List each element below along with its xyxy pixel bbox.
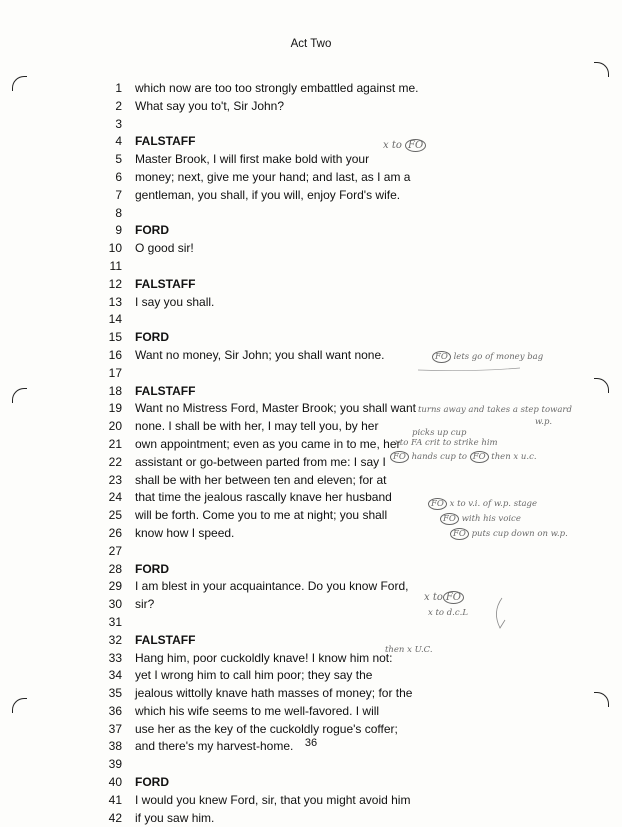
line-number: 10: [108, 241, 122, 256]
line-text: money; next, give me your hand; and last, as I am a: [135, 169, 411, 184]
line-number: 33: [108, 650, 122, 665]
page-header: Act Two: [290, 38, 332, 50]
line-number: 40: [108, 775, 122, 790]
line-text: that time the jealous rascally knave her husband: [135, 490, 392, 505]
handwritten-note: picks up cup: [412, 428, 467, 438]
line-number: 18: [108, 383, 122, 398]
line-text: none. I shall be with her, I may tell you, by her: [135, 419, 379, 434]
line-number: 6: [115, 169, 122, 184]
line-text: and there's my harvest-home.: [135, 739, 294, 754]
line-number: 19: [108, 401, 122, 416]
line-text: jealous wittolly knave hath masses of money; for the: [135, 686, 413, 701]
line-number: 2: [115, 98, 122, 113]
line-number: 14: [108, 312, 122, 327]
line-number: 37: [108, 721, 122, 736]
line-text: which now are too too strongly embattled against me.: [135, 81, 419, 95]
line-number: 31: [108, 614, 122, 629]
speaker-name: FALSTAFF: [135, 276, 196, 291]
line-text: Want no money, Sir John; you shall want none.: [135, 347, 385, 362]
line-number: 36: [108, 703, 122, 718]
line-text: if you saw him.: [135, 810, 215, 825]
line-text: use her as the key of the cuckoldly rogue's coffer;: [135, 721, 398, 736]
handwritten-note: x to FO: [424, 592, 464, 603]
line-number: 29: [108, 579, 122, 594]
handwritten-note: FO hands cup to FO then x u.c.: [390, 452, 537, 462]
line-text: assistant or go-between parted from me: I say I: [135, 454, 386, 469]
line-text: O good sir!: [135, 241, 194, 256]
line-number: 41: [108, 792, 122, 807]
line-number: 12: [108, 276, 122, 291]
line-number: 38: [108, 739, 122, 754]
line-text: gentleman, you shall, if you will, enjoy Ford's wife.: [135, 187, 401, 202]
line-text: I am blest in your acquaintance. Do you know Ford,: [135, 579, 409, 594]
line-number: 11: [109, 258, 122, 273]
line-number: 20: [108, 419, 122, 434]
line-text: Want no Mistress Ford, Master Brook; you shall want: [135, 401, 416, 416]
line-number: 9: [115, 223, 122, 238]
line-number: 34: [108, 668, 122, 683]
line-number: 32: [108, 632, 122, 647]
handwritten-note: FO puts cup down on w.p.: [450, 529, 568, 539]
line-text: know how I speed.: [135, 525, 235, 540]
handwritten-note: FO with his voice: [440, 514, 521, 524]
line-number: 28: [108, 561, 122, 576]
line-text: which his wife seems to me well-favored. I will: [135, 703, 380, 718]
line-text: own appointment; even as you came in to me, her: [135, 436, 401, 451]
line-text: Master Brook, I will first make bold with your: [135, 152, 370, 167]
page-number: 36: [304, 737, 318, 749]
speaker-name: FALSTAFF: [135, 134, 196, 149]
line-number: 8: [115, 205, 122, 220]
speaker-name: FORD: [135, 775, 169, 790]
line-number: 7: [115, 187, 122, 202]
line-number: 22: [108, 454, 122, 469]
handwritten-note: x to FO: [383, 140, 426, 151]
handwritten-note: xto FA crit to strike him: [395, 438, 498, 448]
line-number: 3: [115, 116, 122, 131]
speaker-name: FORD: [135, 561, 169, 576]
line-number: 23: [108, 472, 122, 487]
line-text: What say you to't, Sir John?: [135, 98, 285, 113]
line-text: I would you knew Ford, sir, that you might avoid him: [135, 792, 411, 807]
line-text: Hang him, poor cuckoldly knave! I know him not:: [135, 650, 393, 665]
line-number: 25: [108, 508, 122, 523]
line-number: 15: [108, 330, 122, 345]
line-number: 42: [108, 810, 122, 825]
line-number: 35: [108, 686, 122, 701]
line-number: 4: [115, 134, 122, 149]
line-number: 26: [108, 525, 122, 540]
line-number: 1: [115, 81, 122, 95]
line-number: 27: [108, 543, 122, 558]
speaker-name: FALSTAFF: [135, 632, 196, 647]
line-text: I say you shall.: [135, 294, 215, 309]
handwritten-note: FO lets go of money bag: [432, 352, 543, 362]
speaker-name: FORD: [135, 330, 169, 345]
line-number: 21: [108, 436, 122, 451]
speaker-name: FALSTAFF: [135, 383, 196, 398]
handwritten-note: x to d.c.L: [428, 608, 468, 618]
line-text: will be forth. Come you to me at night; you shall: [135, 508, 388, 523]
handwritten-note: then x U.C.: [385, 645, 433, 655]
line-text: shall be with her between ten and eleven; for at: [135, 472, 387, 487]
handwritten-note: FO x to v.i. of w.p. stage: [428, 499, 537, 509]
line-number: 39: [108, 757, 122, 772]
line-number: 16: [108, 347, 122, 362]
line-number: 13: [108, 294, 122, 309]
speaker-name: FORD: [135, 223, 169, 238]
line-number: 24: [108, 490, 122, 505]
line-number: 5: [115, 152, 122, 167]
handwritten-note: turns away and takes a step toward: [418, 405, 572, 415]
line-text: yet I wrong him to call him poor; they say the: [135, 668, 373, 683]
line-number: 17: [108, 365, 122, 380]
line-number: 30: [108, 597, 122, 612]
handwritten-note: w.p.: [535, 417, 553, 427]
line-text: sir?: [135, 597, 155, 612]
